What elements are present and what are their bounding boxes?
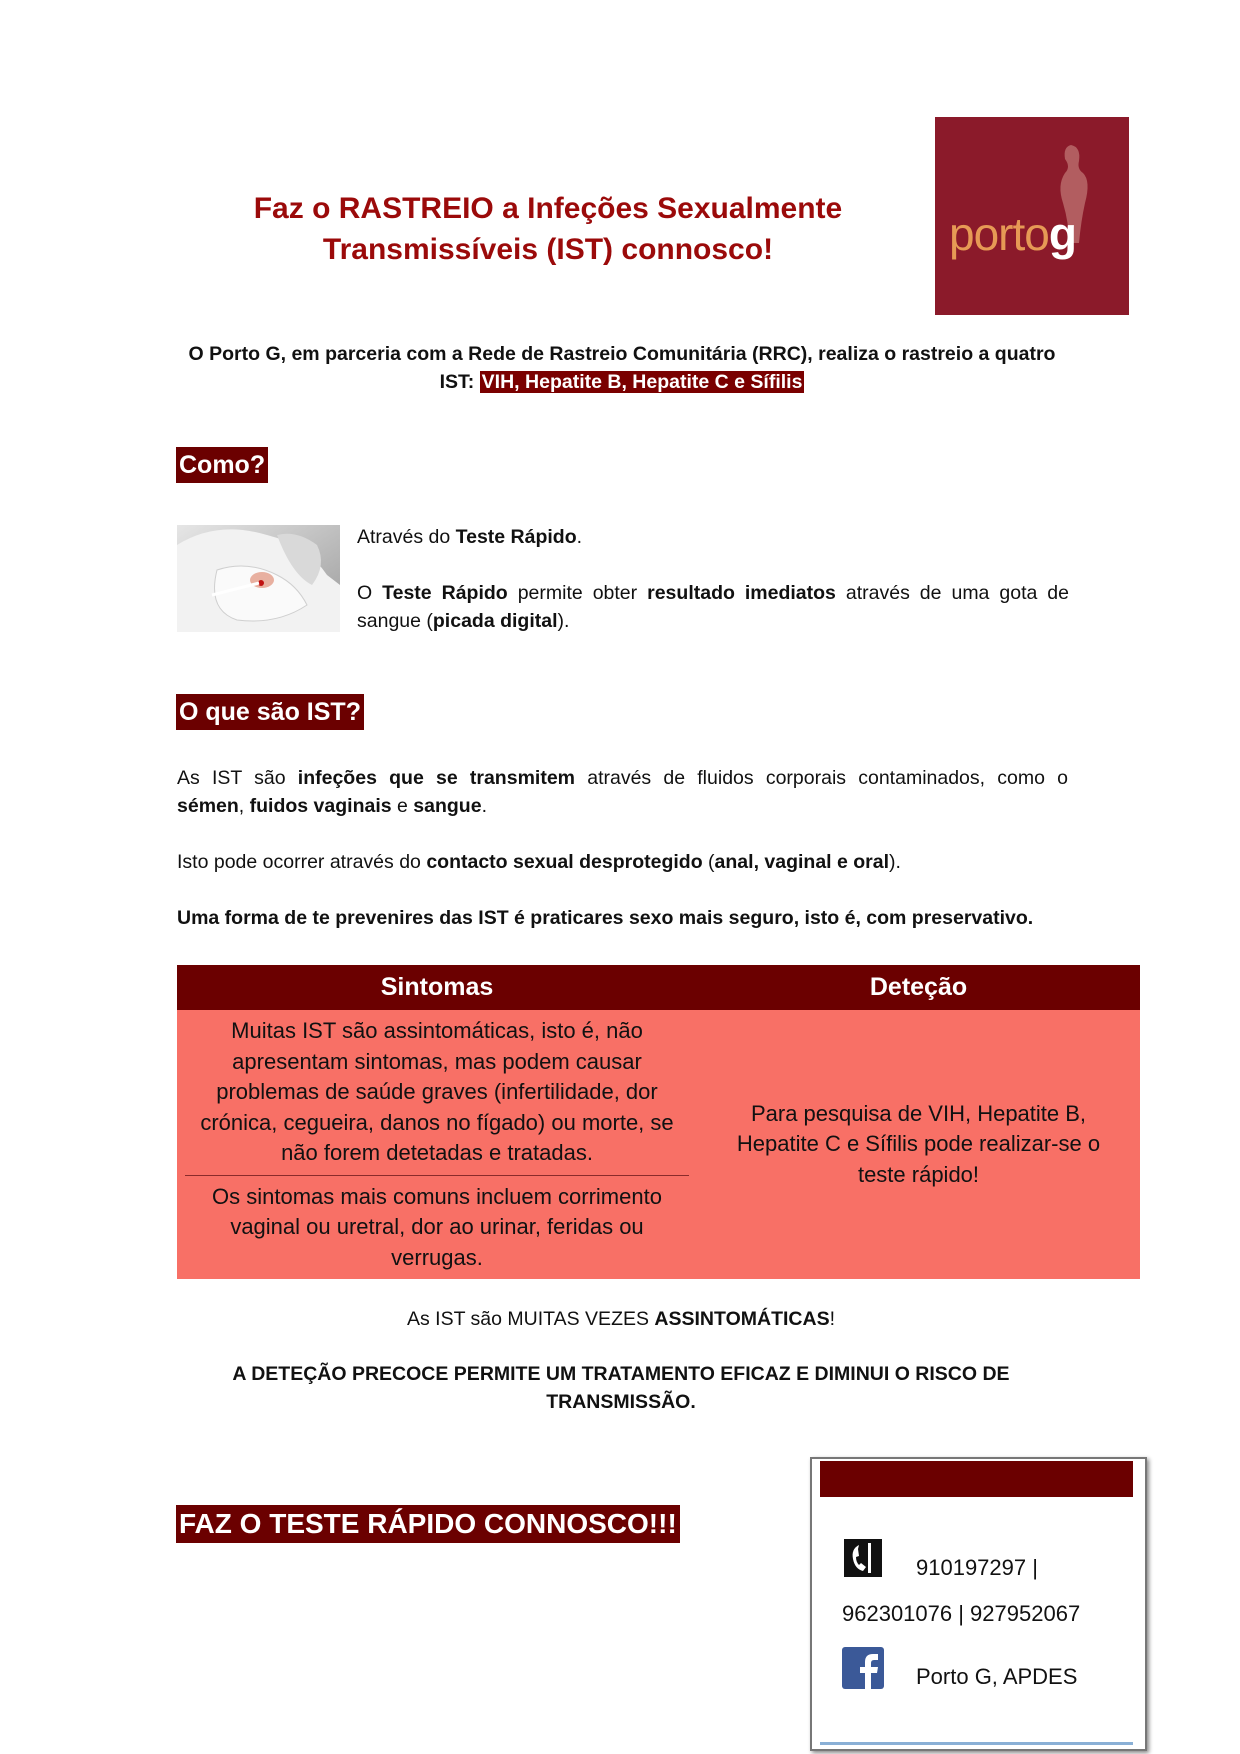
porto-g-logo: portog xyxy=(935,117,1129,315)
table-header-sintomas: Sintomas xyxy=(177,965,697,1010)
phone-numbers-2: 962301076 | 927952067 xyxy=(842,1601,1081,1626)
contact-box xyxy=(810,1457,1147,1751)
phone-icon xyxy=(844,1539,882,1577)
cta-banner: FAZ O TESTE RÁPIDO CONNOSCO!!! xyxy=(176,1505,680,1543)
intro-paragraph: O Porto G, em parceria com a Rede de Rastreio Comunitária (RRC), realiza o rastreio a quatro IST: VIH, Hepatite B, Hepatite C e Sífilis xyxy=(188,343,1056,393)
facebook-icon xyxy=(842,1647,884,1689)
symptoms-detection-table xyxy=(177,965,1140,1279)
symptoms-paragraph-2: Os sintomas mais comuns incluem corrimento vaginal ou uretral, dor ao urinar, feridas ou verrugas. xyxy=(212,1183,662,1270)
section-heading-como: Como? xyxy=(176,447,268,483)
como-text: Através do Teste Rápido. O Teste Rápido permite obter resultado imediatos através de uma gota de sangue (picada digital). xyxy=(357,526,1069,632)
contact-box-header xyxy=(820,1461,1133,1497)
early-detection-notice: A DETEÇÃO PRECOCE PERMITE UM TRATAMENTO EFICAZ E DIMINUI O RISCO DE TRANSMISSÃO. xyxy=(232,1363,1010,1413)
symptoms-cell xyxy=(177,1010,697,1279)
table-header-detecao: Deteção xyxy=(697,965,1140,1010)
finger-prick-photo xyxy=(177,525,340,632)
ist-text: As IST são infeções que se transmitem através de fluidos corporais contaminados, como o sémen, fuidos vaginais e sangue. Isto pode ocorrer através do contacto sexual desprotegido (anal, vaginal e oral). Uma forma de te prevenires das IST é praticares sexo mais seguro, isto é, com preservativo. xyxy=(177,767,1069,929)
asymptomatic-notice: As IST são MUITAS VEZES ASSINTOMÁTICAS! xyxy=(406,1308,835,1330)
detection-cell: Para pesquisa de VIH, Hepatite B, Hepatite C e Sífilis pode realizar-se o teste rápido! xyxy=(697,1010,1140,1279)
page-title: Faz o RASTREIO a Infeções Sexualmente Transmissíveis (IST) connosco! xyxy=(253,192,843,266)
section-heading-ist: O que são IST? xyxy=(176,694,364,730)
facebook-page-name: Porto G, APDES xyxy=(916,1664,1078,1689)
phone-number-1: 910197297 | xyxy=(916,1555,1038,1580)
symptoms-paragraph-1: Muitas IST são assintomáticas, isto é, não apresentam sintomas, mas podem causar problemas de saúde graves (infertilidade, dor crónica, cegueira, danos no fígado) ou morte, se não forem detetadas e tratadas. xyxy=(185,1016,689,1176)
ist-highlight: VIH, Hepatite B, Hepatite C e Sífilis xyxy=(481,371,803,393)
contact-box-footer-line xyxy=(820,1742,1133,1745)
